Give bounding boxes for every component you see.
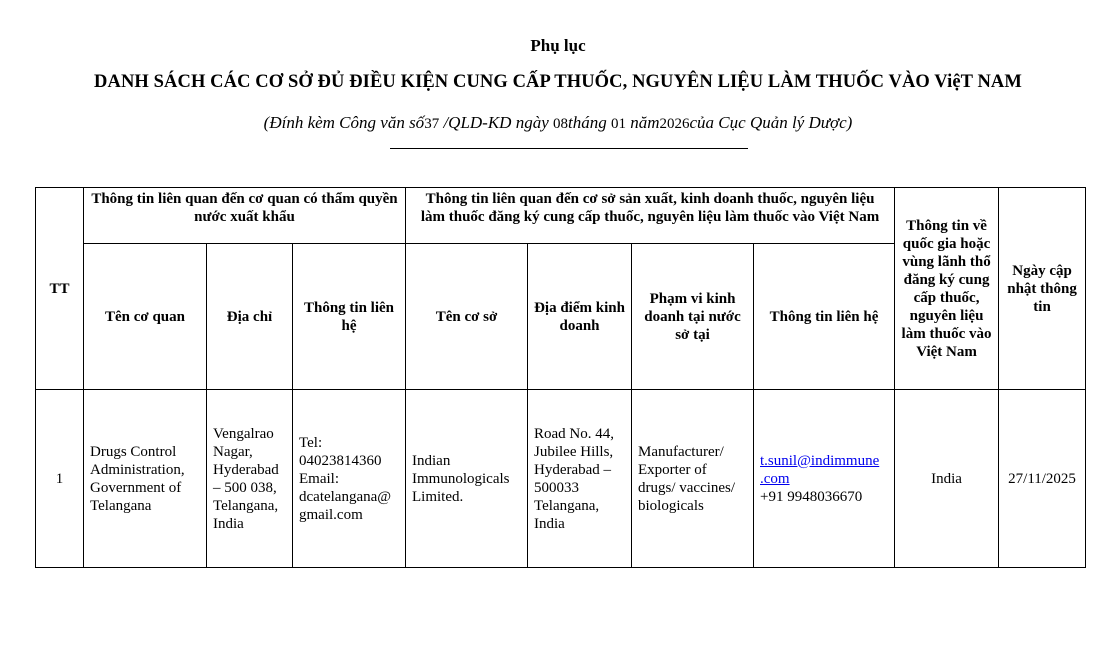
cell-authority-name: Drugs Control Administration, Government of Telangana bbox=[84, 390, 207, 568]
header-authority-group: Thông tin liên quan đến cơ quan có thẩm quyền nước xuất khẩu bbox=[84, 188, 406, 244]
authority-email: dcatelangana@ gmail.com bbox=[299, 488, 392, 523]
doc-month: 01 bbox=[610, 116, 626, 132]
header-tt: TT bbox=[36, 188, 84, 390]
cell-facility-scope: Manufacturer/ Exporter of drugs/ vaccines/ biologicals bbox=[632, 390, 754, 568]
header-facility-contact: Thông tin liên hệ bbox=[754, 244, 895, 390]
cell-facility-contact bbox=[754, 390, 895, 568]
doc-number: 37 bbox=[424, 116, 440, 132]
cell-facility-name: Indian Immunologicals Limited. bbox=[406, 390, 528, 568]
facilities-table bbox=[35, 187, 1086, 568]
subtitle-prefix: (Đính kèm Công văn số bbox=[263, 113, 425, 132]
authority-email-label: Email: bbox=[299, 470, 339, 487]
facility-phone: +91 9948036670 bbox=[760, 488, 863, 505]
authority-tel: 04023814360 bbox=[299, 452, 382, 469]
facility-email-link[interactable]: t.sunil@indimmune .com bbox=[760, 452, 880, 487]
subtitle-mid-1: /QLD-KD ngày bbox=[439, 113, 553, 132]
header-facility-group: Thông tin liên quan đến cơ sở sản xuất, kinh doanh thuốc, nguyên liệu làm thuốc đăng ký cung cấp thuốc, nguyên liệu làm thuốc vào Việt Nam bbox=[406, 188, 895, 244]
cell-tt: 1 bbox=[36, 390, 84, 568]
header-row-1 bbox=[36, 188, 1086, 244]
cell-facility-location: Road No. 44, Jubilee Hills, Hyderabad – 500033 Telangana, India bbox=[528, 390, 632, 568]
header-facility-location: Địa điểm kinh doanh bbox=[528, 244, 632, 390]
authority-tel-label: Tel: bbox=[299, 434, 323, 451]
cell-authority-contact bbox=[293, 390, 406, 568]
header-authority-contact: Thông tin liên hệ bbox=[293, 244, 406, 390]
table-row bbox=[36, 390, 1086, 568]
cell-country: India bbox=[895, 390, 999, 568]
subtitle-mid-3: năm bbox=[625, 113, 660, 132]
header-facility-scope: Phạm vi kinh doanh tại nước sở tại bbox=[632, 244, 754, 390]
title-divider bbox=[390, 148, 748, 149]
doc-day: 08 bbox=[553, 116, 568, 132]
doc-year: 2026 bbox=[659, 116, 690, 132]
document-subtitle bbox=[0, 113, 1116, 133]
header-facility-name: Tên cơ sở bbox=[406, 244, 528, 390]
header-authority-name: Tên cơ quan bbox=[84, 244, 207, 390]
appendix-heading: Phụ lục bbox=[530, 36, 586, 55]
cell-authority-address: Vengalrao Nagar, Hyderabad – 500 038, Telangana, India bbox=[207, 390, 293, 568]
subtitle-suffix: của Cục Quản lý Dược) bbox=[689, 113, 853, 132]
header-authority-address: Địa chỉ bbox=[207, 244, 293, 390]
header-update-date: Ngày cập nhật thông tin bbox=[999, 188, 1086, 390]
header-country: Thông tin về quốc gia hoặc vùng lãnh thổ đăng ký cung cấp thuốc, nguyên liệu làm thuốc vào Việt Nam bbox=[895, 188, 999, 390]
cell-update-date: 27/11/2025 bbox=[999, 390, 1086, 568]
subtitle-mid-2: tháng bbox=[568, 113, 611, 132]
document-title: DANH SÁCH CÁC CƠ SỞ ĐỦ ĐIỀU KIỆN CUNG CẤP THUỐC, NGUYÊN LIỆU LÀM THUỐC VÀO ViệT NAM bbox=[94, 72, 1022, 92]
